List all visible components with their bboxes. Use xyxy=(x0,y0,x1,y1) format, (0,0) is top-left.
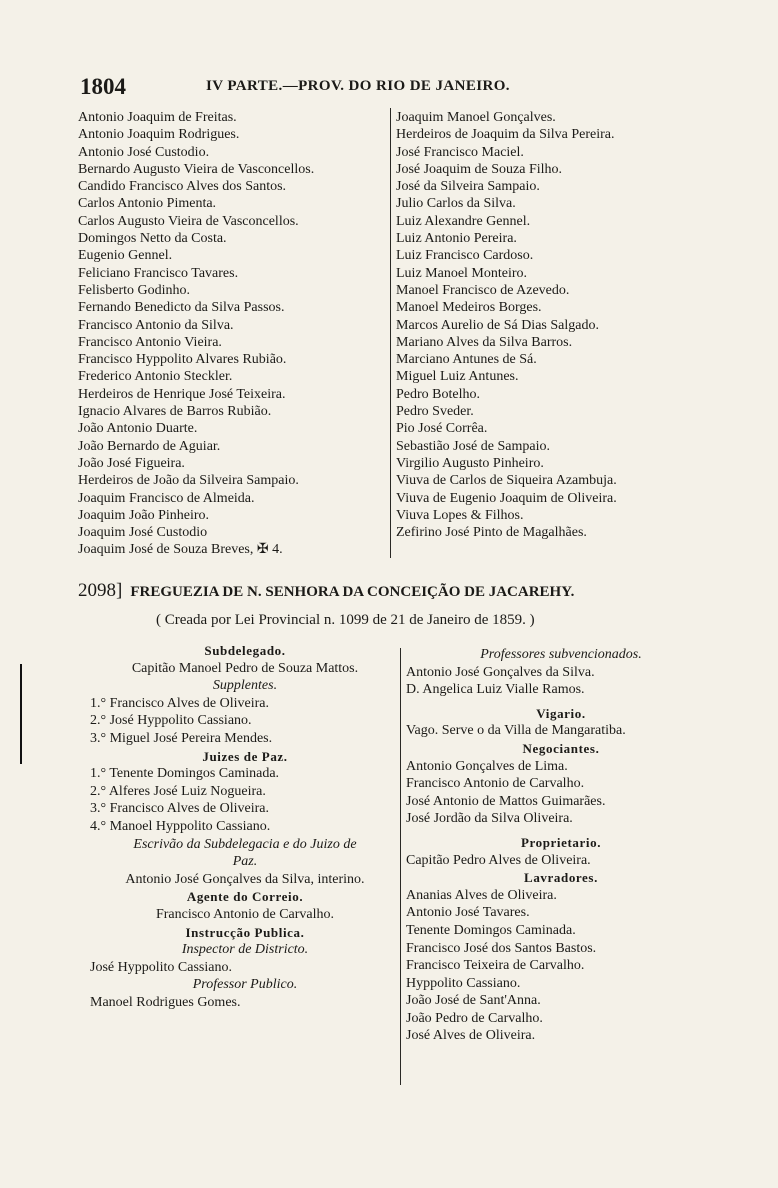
lavrador-item: Francisco José dos Santos Bastos. xyxy=(406,940,597,956)
list-item: Pedro Botelho. xyxy=(396,386,480,402)
list-item: Francisco Antonio Vieira. xyxy=(78,334,222,350)
escrivao-name: Antonio José Gonçalves da Silva, interino. xyxy=(125,871,365,887)
list-item: Joaquim Francisco de Almeida. xyxy=(78,490,255,506)
list-item: Joaquim João Pinheiro. xyxy=(78,507,210,523)
lavrador-item: João José de Sant'Anna. xyxy=(406,993,541,1009)
juiz-item: 4.° Manoel Hyppolito Cassiano. xyxy=(90,818,271,834)
list-item: Viuva de Eugenio Joaquim de Oliveira. xyxy=(396,490,617,506)
list-item: Frederico Antonio Steckler. xyxy=(78,369,233,385)
supplente-item: 1.° Francisco Alves de Oliveira. xyxy=(90,695,269,711)
section-subtitle: ( Creada por Lei Provincial n. 1099 de 21 de Janeiro de 1859. ) xyxy=(156,612,535,628)
section-title: FREGUEZIA DE N. SENHORA DA CONCEIÇÃO DE JACAREHY. xyxy=(130,584,575,600)
list-item: Eugenio Gennel. xyxy=(78,248,173,264)
agente-heading: Agente do Correio. xyxy=(186,889,304,905)
lavrador-item: Tenente Domingos Caminada. xyxy=(406,922,576,938)
list-item: Francisco Hyppolito Alvares Rubião. xyxy=(78,352,287,368)
list-item: Miguel Luiz Antunes. xyxy=(396,369,519,385)
list-item: Fernando Benedicto da Silva Passos. xyxy=(78,300,285,316)
list-item: Viuva de Carlos de Siqueira Azambuja. xyxy=(396,473,617,489)
lavrador-item: Antonio José Tavares. xyxy=(406,905,530,921)
inspector-heading: Inspector de Districto. xyxy=(181,942,309,958)
list-item: Antonio Joaquim Rodrigues. xyxy=(78,127,240,143)
list-item: Francisco Antonio da Silva. xyxy=(78,317,234,333)
officials-left-column xyxy=(88,642,402,1011)
negociante-item: Francisco Antonio de Carvalho. xyxy=(406,776,585,792)
professores-heading: Professores subvencionados. xyxy=(480,647,642,662)
juizes-heading: Juizes de Paz. xyxy=(202,748,288,764)
negociante-item: Antonio Gonçalves de Lima. xyxy=(406,758,568,774)
professor-item: D. Angelica Luiz Vialle Ramos. xyxy=(406,682,585,698)
list-item: Candido Francisco Alves dos Santos. xyxy=(78,179,287,195)
column-divider xyxy=(390,108,391,558)
list-item: João Antonio Duarte. xyxy=(78,421,198,437)
list-item: Luiz Francisco Cardoso. xyxy=(396,248,534,264)
list-item: Joaquim José de Souza Breves, ✠ 4. xyxy=(78,542,283,558)
lavrador-item: Francisco Teixeira de Carvalho. xyxy=(406,958,585,974)
escrivao-heading: Escrivão da Subdelegacia e do Juizo de xyxy=(133,836,357,852)
negociante-item: José Jordão da Silva Oliveira. xyxy=(406,811,573,827)
list-item: Bernardo Augusto Vieira de Vasconcellos. xyxy=(78,161,315,177)
lavrador-item: Hyppolito Cassiano. xyxy=(406,975,521,991)
list-item: Herdeiros de João da Silveira Sampaio. xyxy=(78,473,299,489)
lavradores-heading: Lavradores. xyxy=(524,870,598,886)
list-item: Manoel Francisco de Azevedo. xyxy=(396,282,570,298)
list-item: Domingos Netto da Costa. xyxy=(78,231,227,247)
professor-heading: Professor Publico. xyxy=(192,977,298,993)
list-item: Felisberto Godinho. xyxy=(78,282,190,298)
page-number: 1804 xyxy=(80,74,126,99)
instruccao-heading: Instrucção Publica. xyxy=(185,924,305,940)
professor-name: Manoel Rodrigues Gomes. xyxy=(90,994,241,1010)
list-item: Ignacio Alvares de Barros Rubião. xyxy=(78,404,272,420)
section-number: 2098] xyxy=(78,580,123,601)
list-item: José Joaquim de Souza Filho. xyxy=(396,161,563,177)
list-item: Antonio Joaquim de Freitas. xyxy=(78,110,237,125)
lavrador-item: José Alves de Oliveira. xyxy=(406,1028,536,1044)
supplente-item: 3.° Miguel José Pereira Mendes. xyxy=(90,730,273,746)
page-header xyxy=(80,74,680,100)
list-item: Carlos Antonio Pimenta. xyxy=(78,196,217,212)
list-item: Carlos Augusto Vieira de Vasconcellos. xyxy=(78,213,299,229)
list-item: João Bernardo de Aguiar. xyxy=(78,438,221,454)
officials-right-column xyxy=(406,646,716,1045)
running-title: IV PARTE.—PROV. DO RIO DE JANEIRO. xyxy=(206,78,510,94)
lavrador-item: Ananias Alves de Oliveira. xyxy=(406,887,557,903)
list-item: Feliciano Francisco Tavares. xyxy=(78,265,239,281)
subdelegado-name: Capitão Manoel Pedro de Souza Mattos. xyxy=(131,660,359,676)
list-item: Sebastião José de Sampaio. xyxy=(396,438,550,454)
professor-item: Antonio José Gonçalves da Silva. xyxy=(406,664,595,680)
list-item: José Francisco Maciel. xyxy=(396,144,524,160)
list-item: Marcos Aurelio de Sá Dias Salgado. xyxy=(396,317,599,333)
name-list-right xyxy=(396,109,696,541)
list-item: Viuva Lopes & Filhos. xyxy=(396,507,524,523)
section-heading xyxy=(78,580,698,602)
list-item: Marciano Antunes de Sá. xyxy=(396,352,537,368)
list-item: Luiz Manoel Monteiro. xyxy=(396,265,528,281)
list-item: Luiz Antonio Pereira. xyxy=(396,231,517,247)
supplente-item: 2.° José Hyppolito Cassiano. xyxy=(90,713,252,729)
list-item: João José Figueira. xyxy=(78,455,185,471)
juiz-item: 2.° Alferes José Luiz Nogueira. xyxy=(90,783,266,799)
list-item: Joaquim José Custodio xyxy=(78,525,208,541)
margin-mark xyxy=(20,664,22,764)
inspector-name: José Hyppolito Cassiano. xyxy=(90,959,232,975)
list-item: Virgilio Augusto Pinheiro. xyxy=(396,455,544,471)
escrivao-heading-cont: Paz. xyxy=(232,854,258,870)
list-item: Luiz Alexandre Gennel. xyxy=(396,213,531,229)
list-item: Pio José Corrêa. xyxy=(396,421,488,437)
negociantes-heading: Negociantes. xyxy=(522,740,600,756)
agente-name: Francisco Antonio de Carvalho. xyxy=(155,906,335,922)
subdelegado-heading: Subdelegado. xyxy=(204,643,286,658)
list-item: Manoel Medeiros Borges. xyxy=(396,300,542,316)
vigario-text: Vago. Serve o da Villa de Mangaratiba. xyxy=(406,723,626,739)
list-item: Herdeiros de Joaquim da Silva Pereira. xyxy=(396,127,615,143)
list-item: Julio Carlos da Silva. xyxy=(396,196,516,212)
list-item: Antonio José Custodio. xyxy=(78,144,210,160)
negociante-item: José Antonio de Mattos Guimarães. xyxy=(406,793,606,809)
list-item: Herdeiros de Henrique José Teixeira. xyxy=(78,386,286,402)
list-item: Zefirino José Pinto de Magalhães. xyxy=(396,525,587,541)
lavrador-item: João Pedro de Carvalho. xyxy=(406,1010,543,1026)
juiz-item: 3.° Francisco Alves de Oliveira. xyxy=(90,801,269,817)
proprietario-name: Capitão Pedro Alves de Oliveira. xyxy=(406,852,591,868)
list-item: José da Silveira Sampaio. xyxy=(396,179,540,195)
name-list-left xyxy=(78,109,388,559)
list-item: Pedro Sveder. xyxy=(396,404,474,420)
list-item: Mariano Alves da Silva Barros. xyxy=(396,334,573,350)
list-item: Joaquim Manoel Gonçalves. xyxy=(396,110,556,125)
vigario-heading: Vigario. xyxy=(536,705,586,721)
juiz-item: 1.° Tenente Domingos Caminada. xyxy=(90,766,280,782)
proprietario-heading: Proprietario. xyxy=(520,834,602,850)
supplentes-heading: Supplentes. xyxy=(212,678,278,694)
